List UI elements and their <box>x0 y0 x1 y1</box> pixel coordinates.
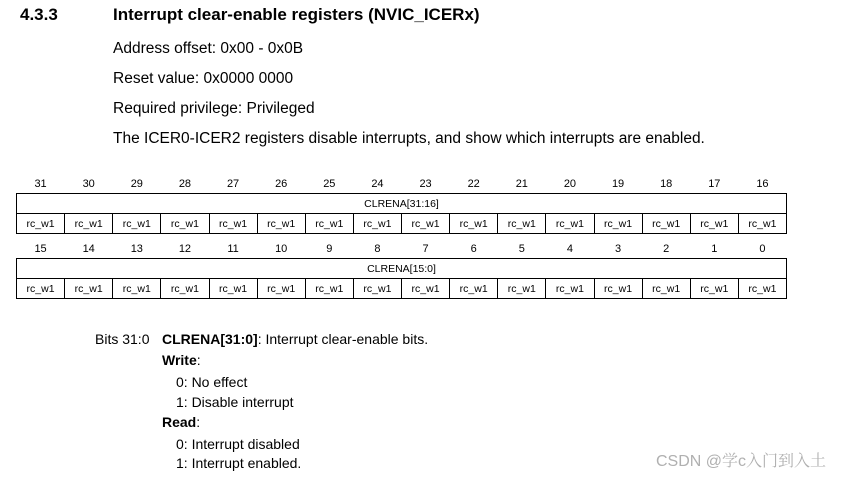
bit-number: 21 <box>515 177 528 190</box>
bit-number: 16 <box>756 177 769 190</box>
bit-number-row <box>17 174 787 194</box>
bit-number: 19 <box>611 177 625 190</box>
access-cell: rc_w1 <box>17 279 65 299</box>
access-cell: rc_w1 <box>690 279 738 299</box>
section-title: Interrupt clear-enable registers (NVIC_ICERx) <box>113 5 480 24</box>
field-name: CLRENA[31:0] <box>162 331 258 347</box>
write-option: 0: No effect <box>176 374 248 390</box>
bit-number: 11 <box>227 242 239 255</box>
bit-number: 8 <box>374 242 381 255</box>
reset-value-text: Reset value: 0x0000 0000 <box>113 70 294 87</box>
bit-number: 14 <box>82 242 95 255</box>
access-cell: rc_w1 <box>450 214 498 234</box>
bit-number: 2 <box>663 242 670 255</box>
bit-number: 13 <box>130 242 143 255</box>
access-cell: rc_w1 <box>17 214 65 234</box>
field-description <box>162 331 428 347</box>
access-cell: rc_w1 <box>113 214 161 234</box>
bit-number: 3 <box>615 242 622 255</box>
bit-number: 29 <box>130 177 143 190</box>
access-cell: rc_w1 <box>498 279 546 299</box>
bit-number: 5 <box>518 242 525 255</box>
access-cell: rc_w1 <box>161 279 209 299</box>
bit-number: 6 <box>470 242 477 255</box>
write-option: 1: Disable interrupt <box>176 394 294 410</box>
access-cell: rc_w1 <box>594 214 642 234</box>
access-cell: rc_w1 <box>209 214 257 234</box>
access-cell: rc_w1 <box>353 214 401 234</box>
read-heading: Read: <box>162 414 201 430</box>
access-cell: rc_w1 <box>690 214 738 234</box>
read-option: 0: Interrupt disabled <box>176 436 300 452</box>
access-cell: rc_w1 <box>738 279 786 299</box>
required-privilege-text: Required privilege: Privileged <box>113 100 315 117</box>
bit-number: 31 <box>34 177 47 190</box>
bit-number: 9 <box>326 242 333 255</box>
bit-number: 7 <box>422 242 429 255</box>
bit-number: 27 <box>226 177 240 190</box>
access-cell: rc_w1 <box>113 279 161 299</box>
access-cell: rc_w1 <box>161 214 209 234</box>
access-cell: rc_w1 <box>642 279 690 299</box>
section-number: 4.3.3 <box>20 5 58 24</box>
field-row <box>17 194 787 214</box>
access-cell: rc_w1 <box>402 279 450 299</box>
bit-number: 10 <box>275 242 288 255</box>
bit-number-row <box>17 239 787 259</box>
access-row <box>17 214 787 234</box>
access-cell: rc_w1 <box>546 279 594 299</box>
bit-number: 25 <box>323 177 336 190</box>
bit-number: 1 <box>711 242 718 255</box>
bit-number: 17 <box>708 177 721 190</box>
access-cell: rc_w1 <box>498 214 546 234</box>
bit-number: 28 <box>178 177 192 190</box>
write-heading: Write: <box>162 352 201 368</box>
bit-number: 30 <box>82 177 95 190</box>
bit-number: 24 <box>371 177 384 190</box>
bit-number: 4 <box>566 242 573 255</box>
read-option: 1: Interrupt enabled. <box>176 455 302 471</box>
bit-number: 12 <box>178 242 192 255</box>
field-row <box>17 259 787 279</box>
bit-number: 18 <box>660 177 673 190</box>
access-cell: rc_w1 <box>738 214 786 234</box>
field-cell: CLRENA[15:0] <box>17 259 787 279</box>
bit-number: 22 <box>467 177 480 190</box>
field-cell: CLRENA[31:16] <box>17 194 787 214</box>
register-table-high <box>16 174 787 234</box>
access-cell: rc_w1 <box>257 214 305 234</box>
register-summary-text: The ICER0-ICER2 registers disable interrupts, and show which interrupts are enabled. <box>113 130 705 147</box>
access-cell: rc_w1 <box>305 214 353 234</box>
access-cell: rc_w1 <box>305 279 353 299</box>
field-summary: : Interrupt clear-enable bits. <box>257 331 429 347</box>
bit-number: 23 <box>419 177 432 190</box>
access-cell: rc_w1 <box>353 279 401 299</box>
bit-number: 0 <box>759 242 766 255</box>
access-cell: rc_w1 <box>65 279 113 299</box>
access-cell: rc_w1 <box>642 214 690 234</box>
bit-number: 15 <box>34 242 47 255</box>
register-table-low <box>16 239 787 299</box>
access-cell: rc_w1 <box>257 279 305 299</box>
bit-number: 26 <box>275 177 288 190</box>
address-offset-text: Address offset: 0x00 - 0x0B <box>113 40 304 57</box>
access-cell: rc_w1 <box>546 214 594 234</box>
bits-range-label: Bits 31:0 <box>95 331 150 347</box>
access-cell: rc_w1 <box>402 214 450 234</box>
access-cell: rc_w1 <box>594 279 642 299</box>
access-cell: rc_w1 <box>450 279 498 299</box>
access-cell: rc_w1 <box>65 214 113 234</box>
access-cell: rc_w1 <box>209 279 257 299</box>
watermark-text: CSDN @学c入门到入土 <box>655 453 826 470</box>
access-row <box>17 279 787 299</box>
bit-number: 20 <box>563 177 577 190</box>
